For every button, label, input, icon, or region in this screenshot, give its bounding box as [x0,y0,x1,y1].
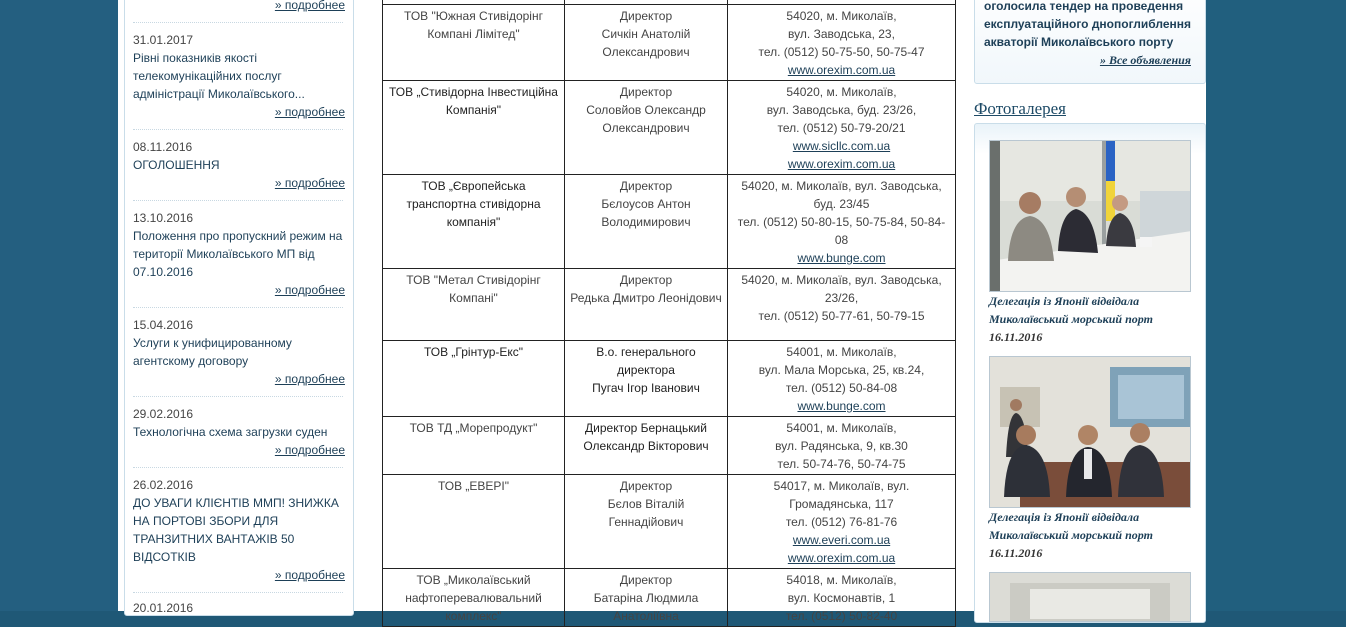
more-link-text[interactable]: » подробнее [274,0,345,12]
director-title: Директор [619,85,673,99]
contacts-cell [728,81,956,175]
news-title[interactable]: Технологічна схема загрузки суден [133,425,328,439]
address-line: вул. Космонавтів, 1 [787,591,896,605]
page-background-left [0,0,118,611]
website-link[interactable]: www.orexim.com.ua [787,551,896,565]
gallery-photo[interactable] [989,140,1191,292]
company-name: ТОВ „Стивідорна Інвестиційна Компанія" [383,81,565,175]
phone-line: тел. (0512) 50-82-40 [785,609,898,623]
director-cell [565,175,728,269]
director-name: Батаріна Людмила Анатоліївна [593,591,699,623]
more-link[interactable] [133,174,345,192]
more-link[interactable] [133,370,345,388]
more-link-text[interactable]: » подробнее [274,176,345,190]
news-item [133,31,345,121]
news-item [133,599,345,617]
stevedoring-companies-table [382,0,956,627]
director-cell [565,269,728,341]
phone-line: тел. (0512) 76-81-76 [785,515,898,529]
news-item [133,476,345,584]
director-name: Сичкін Анатолій Олександрович [601,27,691,59]
director-title: В.о. генерального директора [596,345,696,377]
company-name: ТОВ "Южная Стивідорінг Компані Лімітед" [383,5,565,81]
website-link[interactable]: www.bunge.com [797,251,886,265]
table-row [383,475,956,569]
news-date: 08.11.2016 [133,140,193,154]
director-name: Директор Бернацький Олександр Вікторович [583,421,709,453]
phone-line: тел. (0512) 50-77-61, 50-79-15 [758,309,925,323]
divider [133,396,343,397]
news-item [133,0,345,14]
all-announcements-link[interactable] [1100,53,1191,68]
website-link[interactable]: www.bunge.com [797,399,886,413]
director-title: Директор [619,179,673,193]
address-line: вул. Заводська, 23, [788,27,895,41]
news-item [133,316,345,388]
gallery-date: 16.11.2016 [989,546,1043,560]
news-date: 31.01.2017 [133,33,194,47]
contacts-cell [728,175,956,269]
address-line: 54020, м. Миколаїв, вул. Заводська, 23/26, [741,273,942,305]
table-row [383,569,956,627]
more-link-text[interactable]: » подробнее [274,105,345,119]
more-link[interactable] [133,281,345,299]
phone-line: тел. 50-74-76, 50-74-75 [777,457,906,471]
all-announcements-label[interactable]: » Все объявления [1099,53,1191,67]
company-name: ТОВ „Європейська транспортна стивідорна компанія" [383,175,565,269]
more-link-text[interactable]: » подробнее [274,372,345,386]
director-name: Пугач Ігор Іванович [592,381,700,395]
news-date: 26.02.2016 [133,478,194,492]
director-title: Директор [619,573,673,587]
more-link-text[interactable]: » подробнее [274,568,345,582]
table-row [383,5,956,81]
contacts-cell [728,417,956,475]
director-title: Директор [619,273,673,287]
divider [133,200,343,201]
gallery-photo[interactable] [989,572,1191,622]
company-name: ТОВ "Метал Стивідорінг Компані" [383,269,565,341]
more-link-text[interactable]: » подробнее [274,283,345,297]
news-title[interactable]: Положення про пропускний режим на території Миколаївського МП від 07.10.2016 [133,229,343,279]
more-link[interactable] [133,0,345,14]
director-title: Директор [619,479,673,493]
more-link-text[interactable]: » подробнее [274,443,345,457]
divider [133,467,343,468]
gallery-caption-text[interactable]: Делегація із Японії відвідала Миколаївський морський порт [989,510,1153,542]
divider [133,307,343,308]
director-cell [565,417,728,475]
gallery-caption-text[interactable]: Делегація із Японії відвідала Миколаївський морський порт [989,294,1153,326]
news-title[interactable]: Услуги к унифицированному агентскому договору [133,336,292,368]
address-line: 54001, м. Миколаїв, [786,421,897,435]
director-cell [565,569,728,627]
address-line: 54020, м. Миколаїв, [786,85,897,99]
contacts-cell [728,569,956,627]
news-date: 13.10.2016 [133,211,194,225]
more-link[interactable] [133,441,345,459]
phone-line: тел. (0512) 50-79-20/21 [777,121,906,135]
director-cell [565,475,728,569]
address-line: вул. Радянська, 9, кв.30 [775,439,908,453]
website-link[interactable]: www.orexim.com.ua [787,157,896,171]
news-item [133,138,345,192]
company-name: ТОВ „Грінтур-Екс" [383,341,565,417]
meeting-photo-image [990,141,1191,292]
announcement-box [974,0,1206,84]
director-cell [565,81,728,175]
divider [133,22,343,23]
address-line: 54017, м. Миколаїв, вул. Громадянська, 117 [773,479,910,511]
address-line: 54018, м. Миколаїв, [786,573,897,587]
gallery-caption[interactable] [989,508,1189,562]
director-name: Бєлов Віталій Геннадійович [607,497,685,529]
director-cell [565,341,728,417]
table-row [383,269,956,341]
news-item [133,209,345,299]
gallery-date: 16.11.2016 [989,330,1043,344]
contacts-cell [728,5,956,81]
company-name: ТОВ ТД „Морепродукт" [383,417,565,475]
company-name: ТОВ „Миколаївський нафтоперевалювальний комплекс" [383,569,565,627]
contacts-cell [728,269,956,341]
company-name: ТОВ „ЕВЕРІ" [383,475,565,569]
address-line: 54020, м. Миколаїв, вул. Заводська, буд. 23/45 [741,179,942,211]
director-name: Бєлоусов Антон Володимирович [601,197,691,229]
more-link[interactable] [133,103,345,121]
contacts-cell [728,475,956,569]
gallery-title[interactable]: Фотогалерея [974,99,1066,118]
table-row [383,175,956,269]
address-line: 54020, м. Миколаїв, [786,9,897,23]
news-date: 20.01.2016 [133,601,194,615]
director-title: Директор [619,9,673,23]
gallery-caption[interactable] [989,292,1189,346]
news-title[interactable]: ОГОЛОШЕННЯ [133,158,220,172]
news-item [133,405,345,459]
meeting-photo-image [990,573,1191,622]
news-title[interactable]: ДО УВАГИ КЛІЄНТІВ ММП! ЗНИЖКА НА ПОРТОВІ ЗБОРИ ДЛЯ ТРАНЗИТНИХ ВАНТАЖІВ 50 ВІДСОТКІВ [133,496,339,564]
address-line: 54001, м. Миколаїв, [786,345,897,359]
address-line: вул. Заводська, буд. 23/26, [766,103,917,117]
table-row [383,81,956,175]
director-cell [565,5,728,81]
director-name: Соловйов Олександр Олександрович [586,103,706,135]
divider [133,592,343,593]
table-row [383,341,956,417]
website-link[interactable]: www.everi.com.ua [792,533,891,547]
website-link[interactable]: www.orexim.com.ua [787,63,896,77]
phone-line: тел. (0512) 50-75-50, 50-75-47 [758,45,925,59]
news-date: 15.04.2016 [133,318,194,332]
address-line: вул. Мала Морська, 25, кв.24, [758,363,925,377]
page-background-right [1206,0,1346,611]
phone-line: тел. (0512) 50-80-15, 50-75-84, 50-84-08 [737,215,946,247]
news-title[interactable]: Рівні показників якості телекомунікаційних послуг адміністрації Миколаївського... [133,51,305,101]
more-link[interactable] [133,566,345,584]
gallery-photo[interactable] [989,356,1191,508]
table-row [383,417,956,475]
website-link[interactable] [840,0,843,1]
meeting-photo-image [990,357,1191,508]
director-name: Редька Дмитро Леонідович [570,291,722,305]
divider [133,129,343,130]
phone-line: тел. (0512) 50-84-08 [785,381,898,395]
news-date: 29.02.2016 [133,407,194,421]
announcement-text[interactable]: оголосила тендер на проведення експлуатаційного днопоглиблення акваторії Миколаївського порту [984,0,1192,49]
contacts-cell [728,341,956,417]
website-link[interactable]: www.sicllc.com.ua [792,139,891,153]
